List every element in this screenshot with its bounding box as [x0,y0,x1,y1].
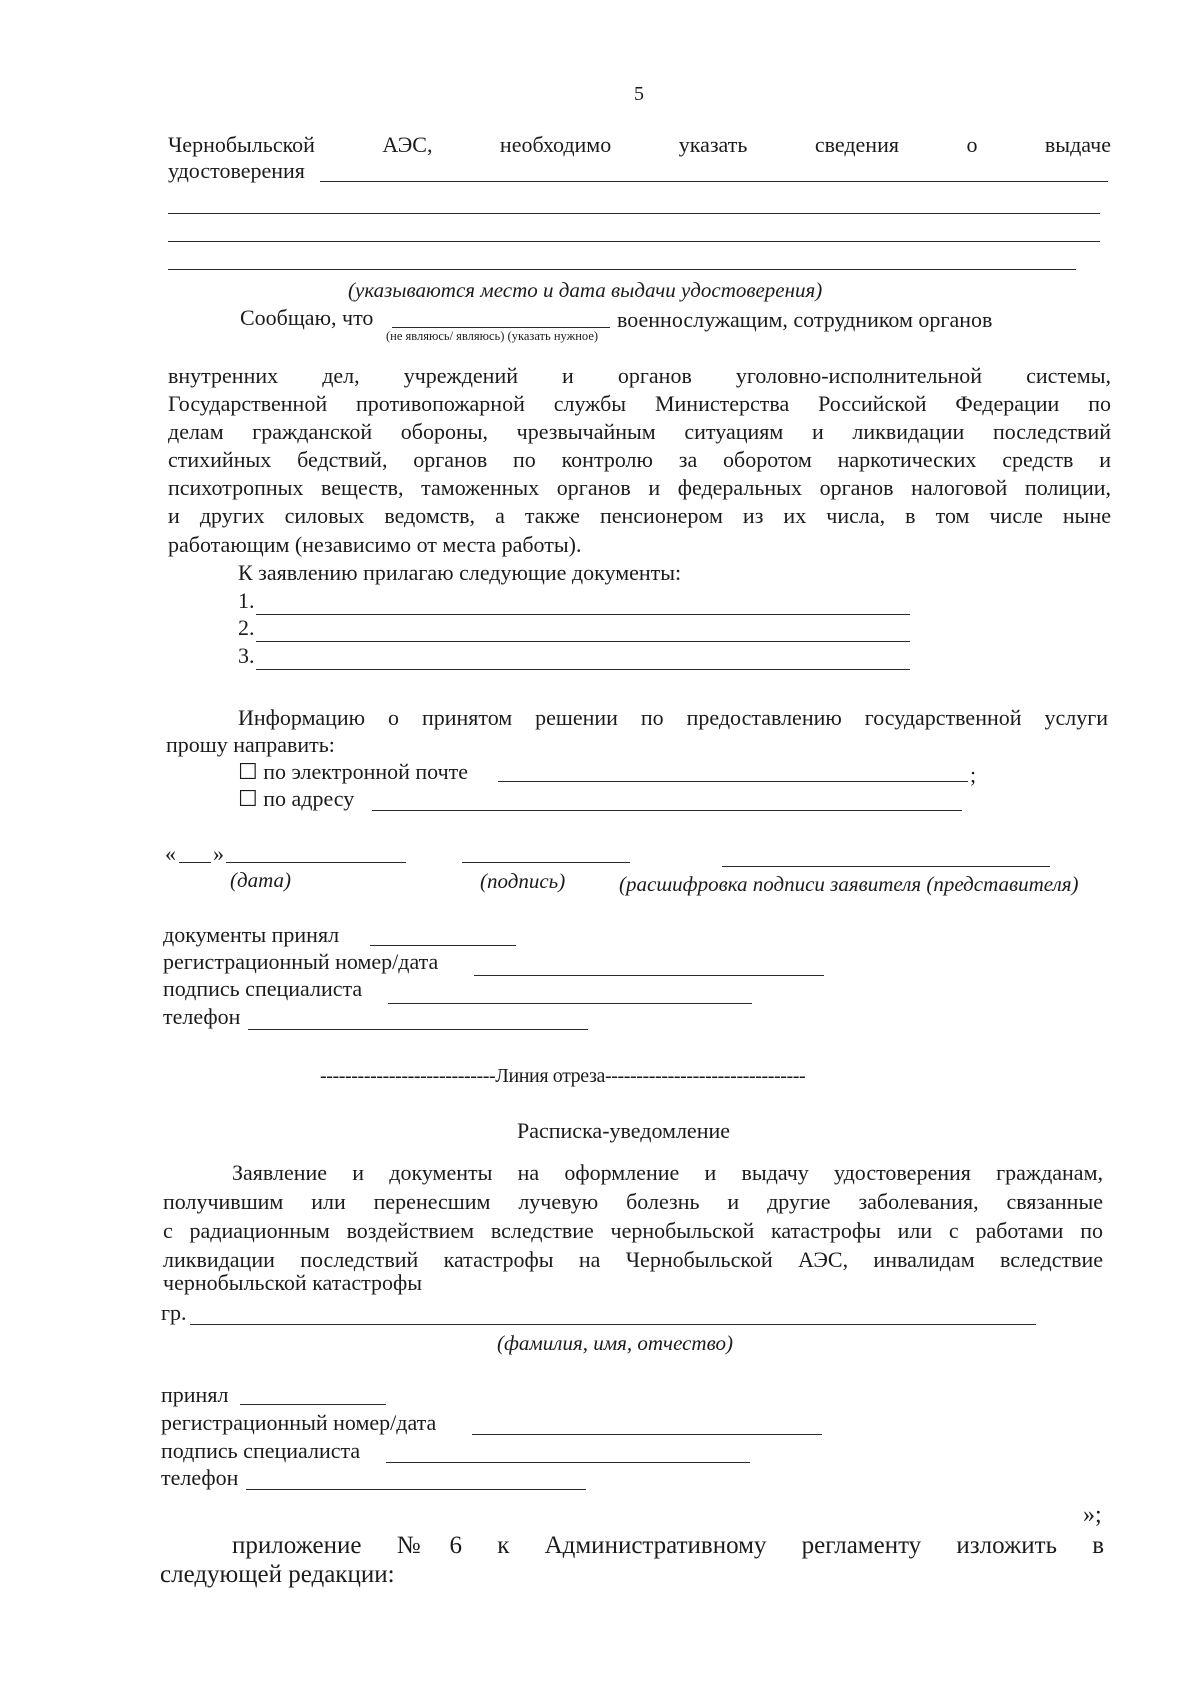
final-line-1: приложение №6 к Административному регламенту изложить в [232,1532,1104,1559]
delivery-option-address[interactable]: ☐ по адресу [238,786,355,811]
attachment-item-number: 2. [238,615,255,640]
attachment-item-number: 1. [238,588,255,613]
office2-reg-blank[interactable] [472,1434,822,1435]
signature-caption: (подпись) [480,869,566,893]
office1-accepted-blank[interactable] [370,945,516,946]
signature-blank[interactable] [462,862,630,863]
intro-certificate-label: удостоверения [168,158,305,183]
final-line-2: следующей редакции: [160,1561,395,1588]
date-open-quote: « [165,841,176,866]
delivery-line-1: Информацию о принятом решении по предоставлению государственной услуги [238,705,1108,730]
declaration-last-line: работающим (независимо от места работы). [168,532,582,557]
office2-phone-label: телефон [161,1465,239,1490]
receipt-citizen-caption: (фамилия, имя, отчество) [497,1331,733,1355]
declaration-prefix: Сообщаю, что [240,305,374,330]
receipt-line: с радиационным воздействием вследствие чернобыльской катастрофы или с работами по [163,1218,1103,1243]
attachment-line[interactable] [256,641,910,642]
office1-accepted-label: документы принял [163,922,340,947]
declaration-line: и других силовых ведомств, а также пенсионером из их числа, в том числе ныне [168,503,1111,528]
cut-line: ----------------------------Линия отреза-------------------------------- [320,1065,806,1087]
office1-reg-label: регистрационный номер/дата [163,949,439,974]
receipt-line: ликвидации последствий катастрофы на Чернобыльской АЭС, инвалидам вследствие [163,1247,1103,1272]
page-number: 5 [634,83,644,105]
attachment-line[interactable] [256,669,910,670]
declaration-line: Государственной противопожарной службы Министерства Российской Федерации по [168,391,1111,416]
certificate-line-3 [168,241,1100,242]
delivery-option-email[interactable]: ☐ по электронной почте [238,759,469,784]
certificate-line-1 [320,181,1108,182]
office1-phone-blank[interactable] [248,1029,588,1030]
office2-reg-label: регистрационный номер/дата [161,1410,437,1435]
certificate-caption: (указываются место и дата выдачи удостоверения) [348,278,823,302]
attachments-heading: К заявлению прилагаю следующие документы: [238,560,682,585]
certificate-line-4 [168,269,1076,270]
declaration-line: психотропных веществ, таможенных органов и федеральных органов налоговой полиции, [168,475,1111,500]
declaration-suffix: военнослужащим, сотрудником органов [617,307,993,332]
office1-specialist-blank[interactable] [388,1003,752,1004]
closing-quote: »; [1083,1502,1102,1528]
email-field[interactable] [498,781,968,782]
certificate-line-2 [168,213,1100,214]
receipt-line: получившим или перенесшим лучевую болезнь и другие заболевания, связанные [163,1189,1103,1214]
date-month-blank[interactable] [226,862,406,863]
receipt-title: Расписка-уведомление [517,1118,731,1143]
declaration-line: делам гражданской обороны, чрезвычайным ситуациям и ликвидации последствий [168,419,1111,444]
office2-specialist-label: подпись специалиста [161,1438,361,1463]
office2-accepted-label: принял [161,1382,229,1407]
declaration-line: стихийных бедствий, органов по контролю за оборотом наркотических средств и [168,447,1111,472]
email-line-end: ; [970,762,977,787]
declaration-hint: (не являюсь/ являюсь) (указать нужное) [386,329,599,343]
intro-line-1: Чернобыльской АЭС, необходимо указать сведения о выдаче [168,132,1111,157]
office2-accepted-blank[interactable] [240,1404,386,1405]
receipt-citizen-blank[interactable] [190,1324,1036,1325]
office1-reg-blank[interactable] [474,975,824,976]
receipt-line: Заявление и документы на оформление и выдачу удостоверения гражданам, [232,1160,1103,1185]
office2-phone-blank[interactable] [246,1489,586,1490]
delivery-line-2: прошу направить: [166,732,335,757]
office2-specialist-blank[interactable] [386,1462,750,1463]
date-close-quote: » [213,841,224,866]
signature-decode-caption: (расшифровка подписи заявителя (представителя) [619,872,1079,896]
receipt-last-line: чернобыльской катастрофы [163,1270,423,1295]
date-day-blank[interactable] [179,862,211,863]
declaration-line: внутренних дел, учреждений и органов уголовно-исполнительной системы, [168,363,1111,388]
date-caption: (дата) [230,868,292,892]
attachment-line[interactable] [256,614,910,615]
receipt-citizen-label: гр. [161,1300,187,1325]
office1-specialist-label: подпись специалиста [163,976,363,1001]
address-field[interactable] [372,810,962,811]
attachment-item-number: 3. [238,643,255,668]
signature-decode-blank[interactable] [722,866,1050,867]
declaration-status-blank [392,327,610,328]
office1-phone-label: телефон [163,1004,241,1029]
